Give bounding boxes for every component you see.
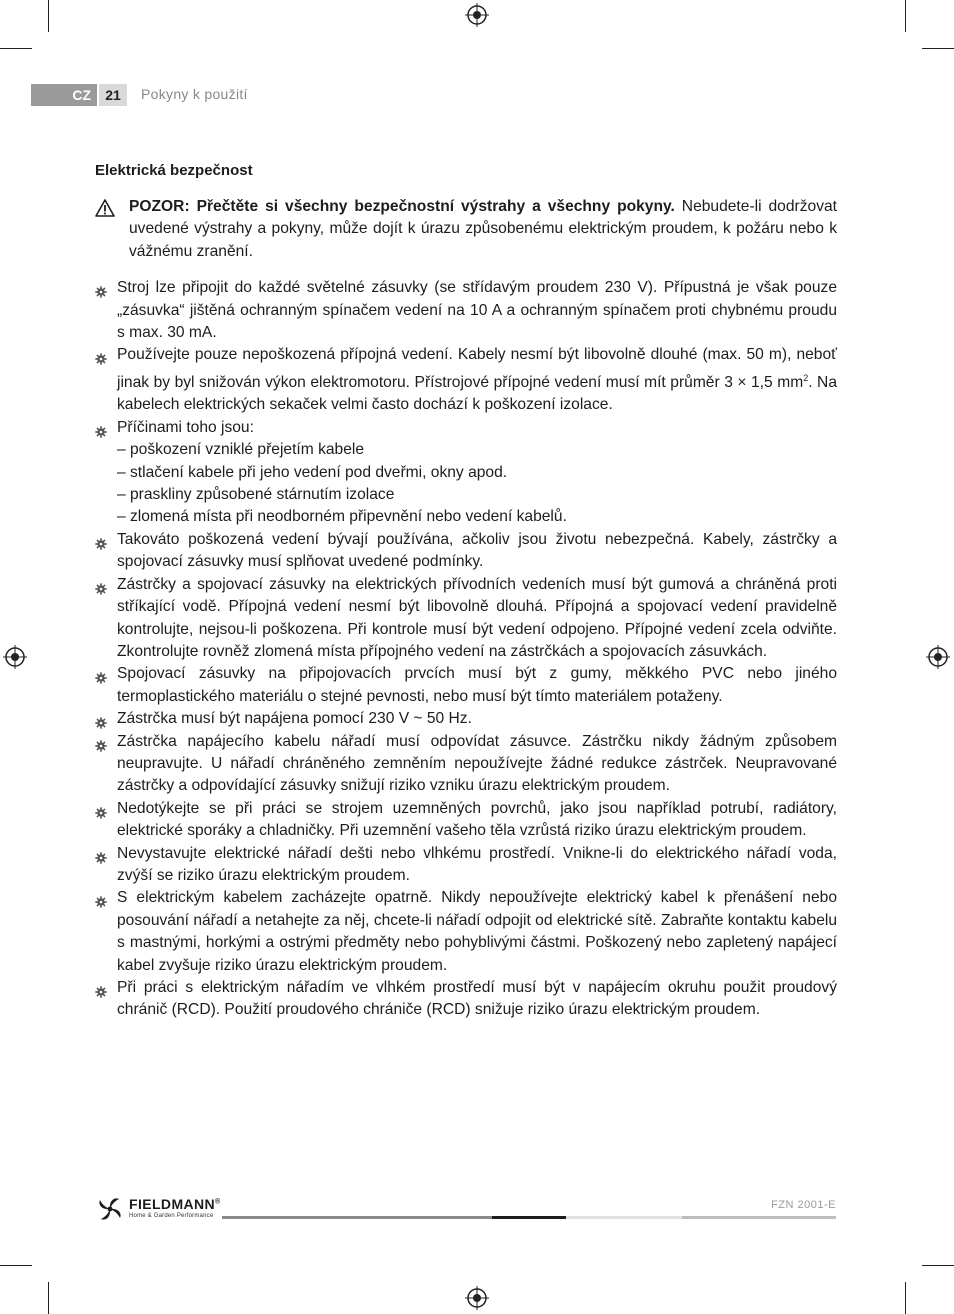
gear-bullet-icon <box>95 849 107 861</box>
list-item-text: Při práci s elektrickým nářadím ve vlhkém prostředí musí být v napájecím okruhu použit proudový chránič (RCD). Použití proudového chrániče (RCD) snižuje riziko úrazu elektrickým proudem. <box>117 979 837 1019</box>
list-item <box>95 417 837 529</box>
gear-bullet-icon <box>95 350 107 362</box>
gear-bullet-icon <box>95 714 107 726</box>
crop-mark <box>0 1265 32 1266</box>
warning-block <box>95 196 837 263</box>
list-item <box>95 574 837 664</box>
list-item-text: Zástrčka musí být napájena pomocí 230 V ~ 50 Hz. <box>117 710 472 728</box>
gear-bullet-icon <box>95 535 107 547</box>
model-number: FZN 2001-E <box>771 1199 836 1211</box>
crop-mark <box>0 48 32 49</box>
header-language: CZ <box>31 84 97 106</box>
footer-rule <box>222 1216 492 1219</box>
list-item <box>95 663 837 708</box>
main-content <box>95 160 837 1022</box>
gear-bullet-icon <box>95 423 107 435</box>
brand-logo <box>95 1194 225 1226</box>
registration-mark-icon <box>3 645 27 669</box>
list-item <box>95 977 837 1022</box>
registration-mark-icon <box>465 3 489 27</box>
section-title: Elektrická bezpečnost <box>95 162 253 179</box>
cause-line: – stlačení kabele při jeho vedení pod dveřmi, okny apod. <box>117 463 508 481</box>
list-item <box>95 529 837 574</box>
crop-mark <box>922 1265 954 1266</box>
list-item <box>95 708 837 730</box>
brand-name: FIELDMANN® <box>129 1196 221 1212</box>
crop-mark <box>922 48 954 49</box>
crop-mark <box>905 0 906 32</box>
footer-rule <box>682 1216 836 1219</box>
gear-bullet-icon <box>95 983 107 995</box>
brand-tagline: Home & Garden Performance <box>129 1213 214 1219</box>
list-item-text: Používejte pouze nepoškozená přípojná vedení. Kabely nesmí být libovolně dlouhé (max. 50 m), neboť jinak by byl snižován výkon elektromotoru. Přístrojové přípojné vedení musí mít průměr 3 × 1,5 mm <box>117 346 837 392</box>
list-item <box>95 887 837 977</box>
list-item <box>95 843 837 888</box>
crop-mark <box>48 0 49 32</box>
page-number: 21 <box>99 84 127 106</box>
gear-bullet-icon <box>95 580 107 592</box>
list-item-text: Takováto poškozená vedení bývají používána, ačkoliv jsou životu nebezpečná. Kabely, zástrčky a spojovací zásuvky musí splňovat uvedené podmínky. <box>117 530 837 571</box>
list-item-text: Příčinami toho jsou: <box>117 418 254 436</box>
list-item-text: Nedotýkejte se při práci se strojem uzemněných povrchů, jako jsou například potrubí, radiátory, elektrické sporáky a chladničky. Při uzemnění vašeho těla vzrůstá riziko úrazu elektrickým proudem. <box>117 799 837 840</box>
safety-list <box>95 277 837 1022</box>
list-item-text: Spojovací zásuvky na připojovacích prvcích musí být z gumy, měkkého PVC nebo jiného termoplastického materiálu o stejné pevnosti, nebo musí být tímto materiálem potaženy. <box>117 665 837 705</box>
footer-rule <box>492 1216 566 1219</box>
gear-bullet-icon <box>95 669 107 681</box>
header-title: Pokyny k použití <box>141 86 248 102</box>
gear-bullet-icon <box>95 804 107 816</box>
list-item <box>95 731 837 798</box>
registration-mark-icon <box>465 1286 489 1310</box>
list-item-text-tail: . Na kabelech elektrických sekaček velmi často dochází k poškození izolace. <box>117 374 837 414</box>
crop-mark <box>48 1282 49 1314</box>
list-item-text: S elektrickým kabelem zacházejte opatrně. Nikdy nepoužívejte elektrický kabel k přenášení nebo posouvání nářadí a netahejte za něj, chcete-li nářadí odpojit od elektrické sítě. Zabraňte kontaktu kabelu s mastnými, horkými a ostrými předměty nebo pohyblivými částmi. Poškozený nebo zapletený napájecí kabel zvyšuje riziko úrazu elektrickým proudem. <box>117 889 837 974</box>
gear-bullet-icon <box>95 283 107 295</box>
warning-bold-text: POZOR: Přečtěte si všechny bezpečnostní výstrahy a všechny pokyny. <box>129 198 675 215</box>
registration-mark-icon <box>926 645 950 669</box>
list-item-text: Stroj lze připojit do každé světelné zásuvky (se střídavým proudem 230 V). Přípustná je však pouze „zásuvka“ jištěná ochranným spínačem vedení na 10 A a ochranným spínačem proti chybnému proudu s max. 30 mA. <box>117 279 837 342</box>
cause-line: – praskliny způsobené stárnutím izolace <box>117 486 395 504</box>
cause-line: – poškození vzniklé přejetím kabele <box>117 441 365 459</box>
cause-line: – zlomená místa při neodborném připevnění nebo vedení kabelů. <box>117 508 567 526</box>
footer-rule <box>566 1216 682 1219</box>
gear-bullet-icon <box>95 893 107 905</box>
superscript: 2 <box>803 372 809 383</box>
list-item-text: Zástrčka napájecího kabelu nářadí musí odpovídat zásuvce. Zástrčku nikdy žádným způsobem neupravujte. U nářadí chráněného zemněním nepoužívejte žádné redukce zástrček. Neupravované zástrčky a odpovídající zásuvky snižují riziko vzniku úrazu elektrickým proudem. <box>117 732 837 795</box>
list-item-text: Zástrčky a spojovací zásuvky na elektrických přívodních vedeních musí být gumová a chráněná proti stříkající vodě. Přípojná vedení nesmí být libovolně dlouhá. Přípojná a spojovací vedení pravidelně kontrolujte, nejsou-li poškozena. Při kontrole musí být vedení odpojeno. Přípojné vedení zcela odviňte. Zkontrolujte rovněž zlomená místa přípojného vedení na zástrčkách a spojovacích zásuvkách. <box>117 575 837 660</box>
list-item <box>95 344 837 416</box>
crop-mark <box>905 1282 906 1314</box>
gear-bullet-icon <box>95 737 107 749</box>
list-item <box>95 798 837 843</box>
warning-triangle-icon <box>95 199 115 217</box>
list-item-text: Nevystavujte elektrické nářadí dešti nebo vlhkému prostředí. Vnikne-li do elektrického nářadí voda, zvýší se riziko úrazu elektrickým proudem. <box>117 844 837 884</box>
warning-text: Nebudete-li dodržovat uvedené výstrahy a pokyny, může dojít k úrazu způsobenému elektrickým proudem, k požáru nebo k vážnému zranění. <box>129 198 837 260</box>
fieldmann-fan-logo <box>95 1194 125 1224</box>
list-item <box>95 277 837 344</box>
